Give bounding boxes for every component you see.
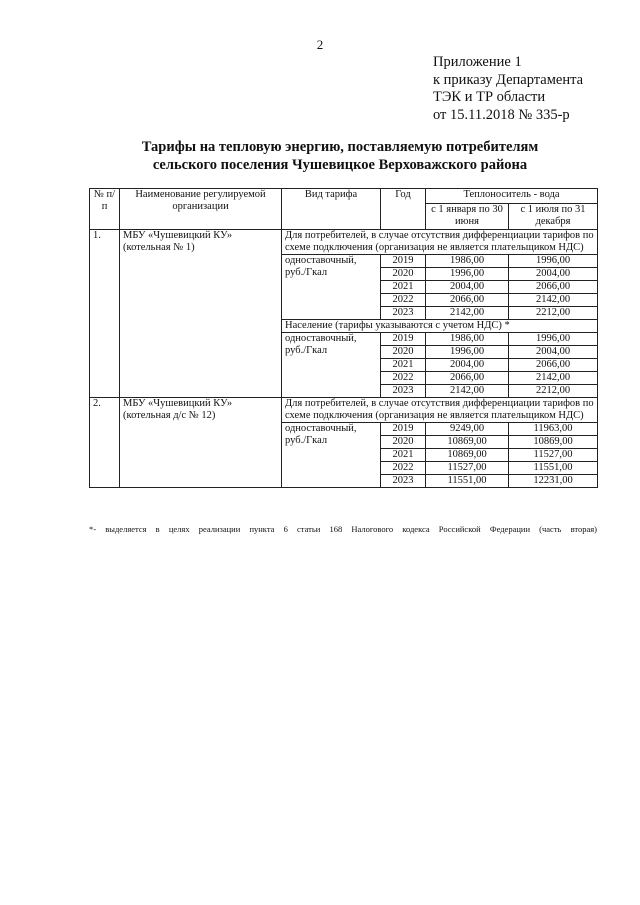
footnote: *- выделяется в целях реализации пункта 6 статьи 168 Налогового кодекса Российской Федерации (часть вторая) — [89, 524, 597, 534]
tariff-type: одноставочный, руб./Гкал — [282, 333, 381, 398]
tariff-first-half: 10869,00 — [426, 449, 509, 462]
year-cell: 2020 — [381, 268, 426, 281]
consumer-group-label: Население (тарифы указываются с учетом НДС) * — [282, 320, 598, 333]
organization-name: МБУ «Чушевицкий КУ» (котельная № 1) — [120, 230, 282, 398]
header-period-2: с 1 июля по 31 декабря — [509, 204, 598, 230]
consumer-group-label: Для потребителей, в случае отсутствия дифференциации тарифов по схеме подключения (организация не является плательщиком НДС) — [282, 230, 598, 255]
year-cell: 2019 — [381, 255, 426, 268]
tariff-second-half: 11963,00 — [509, 423, 598, 436]
year-cell: 2022 — [381, 462, 426, 475]
tariff-second-half: 2004,00 — [509, 346, 598, 359]
year-cell: 2021 — [381, 281, 426, 294]
row-number: 1. — [90, 230, 120, 398]
organization-name: МБУ «Чушевицкий КУ» (котельная д/с № 12) — [120, 398, 282, 488]
tariff-first-half: 2066,00 — [426, 372, 509, 385]
tariff-type: одноставочный, руб./Гкал — [282, 423, 381, 488]
tariff-second-half: 2066,00 — [509, 359, 598, 372]
title-line-1: Тарифы на тепловую энергию, поставляемую потребителям — [141, 139, 539, 155]
year-cell: 2020 — [381, 346, 426, 359]
tariff-table — [89, 188, 598, 488]
year-cell: 2019 — [381, 423, 426, 436]
table-row — [90, 230, 598, 255]
tariff-second-half: 2142,00 — [509, 294, 598, 307]
year-cell: 2023 — [381, 307, 426, 320]
year-cell: 2023 — [381, 475, 426, 488]
tariff-first-half: 10869,00 — [426, 436, 509, 449]
year-cell: 2019 — [381, 333, 426, 346]
tariff-second-half: 1996,00 — [509, 255, 598, 268]
document-title — [60, 139, 620, 174]
tariff-first-half: 2004,00 — [426, 359, 509, 372]
year-cell: 2021 — [381, 449, 426, 462]
tariff-first-half: 1986,00 — [426, 333, 509, 346]
header-year: Год — [381, 189, 426, 230]
page-number: 2 — [316, 37, 324, 52]
tariff-second-half: 1996,00 — [509, 333, 598, 346]
tariff-first-half: 11527,00 — [426, 462, 509, 475]
tariff-first-half: 9249,00 — [426, 423, 509, 436]
header-tariff-type: Вид тарифа — [282, 189, 381, 230]
year-cell: 2020 — [381, 436, 426, 449]
year-cell: 2022 — [381, 294, 426, 307]
consumer-group-label: Для потребителей, в случае отсутствия дифференциации тарифов по схеме подключения (организация не является плательщиком НДС) — [282, 398, 598, 423]
header-carrier: Теплоноситель - вода — [426, 189, 598, 204]
appendix-line-3: ТЭК и ТР области — [433, 89, 546, 105]
tariff-first-half: 1996,00 — [426, 268, 509, 281]
appendix-line-1: Приложение 1 — [433, 54, 522, 70]
header-period-1: с 1 января по 30 июня — [426, 204, 509, 230]
year-cell: 2022 — [381, 372, 426, 385]
tariff-type: одноставочный, руб./Гкал — [282, 255, 381, 320]
header-org: Наименование регулируемой организации — [120, 189, 282, 230]
tariff-second-half: 12231,00 — [509, 475, 598, 488]
appendix-block — [433, 54, 583, 124]
year-cell: 2023 — [381, 385, 426, 398]
tariff-first-half: 2004,00 — [426, 281, 509, 294]
header-num: № п/п — [90, 189, 120, 230]
tariff-first-half: 2142,00 — [426, 385, 509, 398]
tariff-first-half: 1986,00 — [426, 255, 509, 268]
title-line-2: сельского поселения Чушевицкое Верховажского района — [152, 156, 528, 173]
table-row — [90, 398, 598, 423]
year-cell: 2021 — [381, 359, 426, 372]
tariff-second-half: 2212,00 — [509, 385, 598, 398]
tariff-second-half: 2212,00 — [509, 307, 598, 320]
tariff-second-half: 11527,00 — [509, 449, 598, 462]
tariff-second-half: 2142,00 — [509, 372, 598, 385]
row-number: 2. — [90, 398, 120, 488]
appendix-line-4: от 15.11.2018 № 335-р — [433, 106, 570, 123]
tariff-first-half: 11551,00 — [426, 475, 509, 488]
tariff-second-half: 11551,00 — [509, 462, 598, 475]
tariff-first-half: 2142,00 — [426, 307, 509, 320]
tariff-first-half: 2066,00 — [426, 294, 509, 307]
tariff-second-half: 2004,00 — [509, 268, 598, 281]
appendix-line-2: к приказу Департамента — [433, 71, 584, 88]
tariff-first-half: 1996,00 — [426, 346, 509, 359]
tariff-second-half: 2066,00 — [509, 281, 598, 294]
tariff-second-half: 10869,00 — [509, 436, 598, 449]
